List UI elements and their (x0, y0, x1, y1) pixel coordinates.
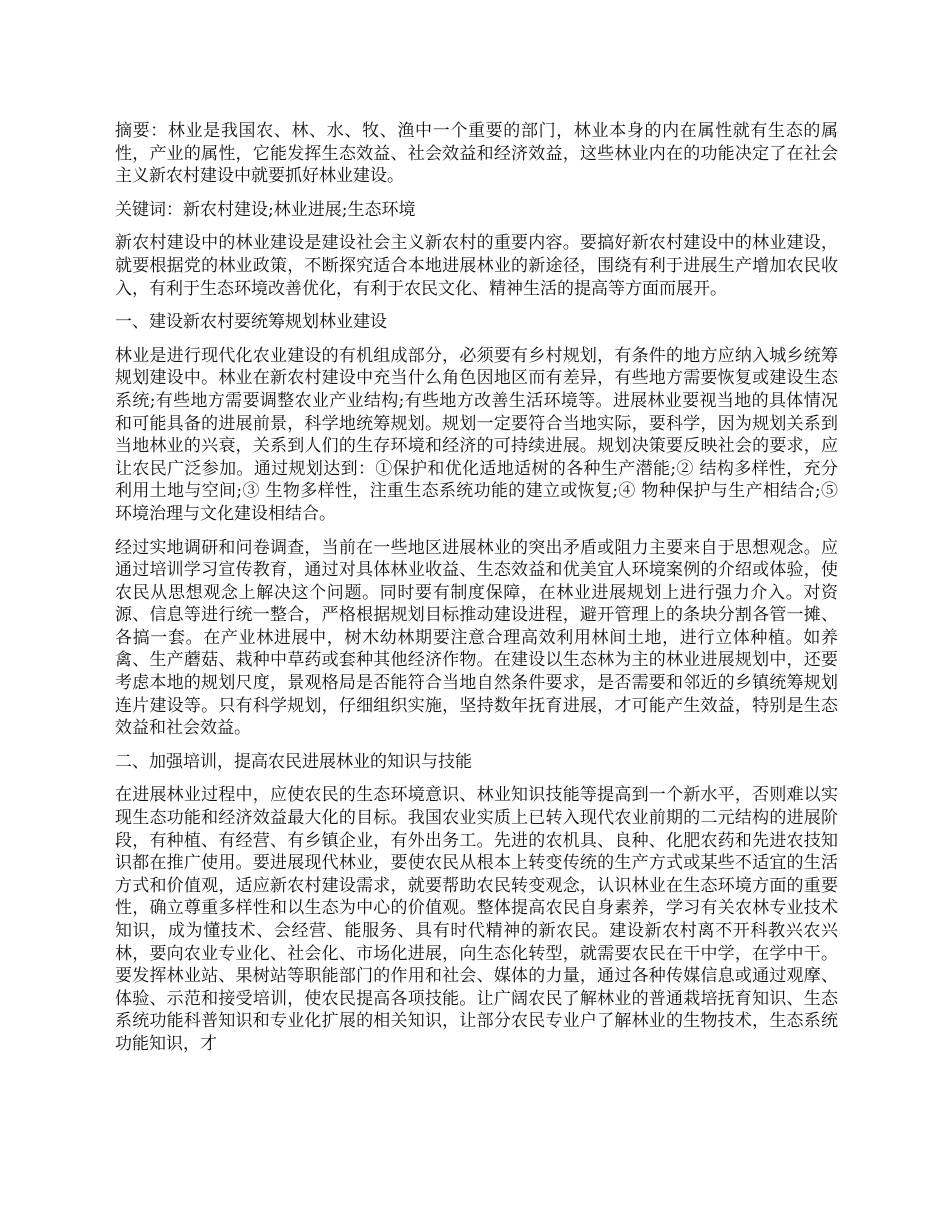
abstract-paragraph: 摘要：林业是我国农、林、水、牧、渔中一个重要的部门，林业本身的内在属性就有生态的属性，产业的属性，它能发挥生态效益、社会效益和经济效益，这些林业内在的功能决定了在社会主义新农村建设中就要抓好林业建设。 (115, 121, 838, 187)
section-2-heading: 二、加强培训，提高农民进展林业的知识与技能 (115, 751, 472, 772)
section-1-paragraph-2: 经过实地调研和问卷调查，当前在一些地区进展林业的突出矛盾或阻力主要来自于思想观念。应通过培训学习宣传教育，通过对具体林业收益、生态效益和优美宜人环境案例的介绍或体验，使农民从思想观念上解决这个问题。同时要有制度保障，在林业进展规划上进行强力介入。对资源、信息等进行统一整合，严格根据规划目标推动建设进程，避开管理上的条块分割各管一摊、各搞一套。在产业林进展中，树木幼林期要注意合理高效利用林间土地，进行立体种植。如养禽、生产蘑菇、栽种中草药或套种其他经济作物。在建设以生态林为主的林业进展规划中，还要考虑本地的规划尺度，景观格局是否能符合当地自然条件要求，是否需要和邻近的乡镇统筹规划连片建设等。只有科学规划，仔细组织实施，坚持数年抚育进展，才可能产生效益，特别是生态效益和社会效益。 (115, 537, 838, 739)
section-1-paragraph-1: 林业是进行现代化农业建设的有机组成部分，必须要有乡村规划，有条件的地方应纳入城乡统筹规划建设中。林业在新农村建设中充当什么角色因地区而有差异，有些地方需要恢复或建设生态系统;有些地方需要调整农业产业结构;有些地方改善生活环境等。进展林业要视当地的具体情况和可能具备的进展前景，科学地统筹规划。规划一定要符合当地实际，要科学，因为规划关系到当地林业的兴衰，关系到人们的生存环境和经济的可持续进展。规划决策要反映社会的要求，应让农民广泛参加。通过规划达到：①保护和优化适地适树的各种生产潜能;② 结构多样性，充分利用土地与空间;③ 生物多样性，注重生态系统功能的建立或恢复;④ 物种保护与生产相结合;⑤ 环境治理与文化建设相结合。 (115, 345, 838, 524)
section-2-paragraph-1: 在进展林业过程中，应使农民的生态环境意识、林业知识技能等提高到一个新水平，否则难以实现生态功能和经济效益最大化的目标。我国农业实质上已转入现代农业前期的二元结构的进展阶段，有种植、有经营、有乡镇企业，有外出务工。先进的农机具、良种、化肥农药和先进农技知识都在推广使用。要进展现代林业，要使农民从根本上转变传统的生产方式或某些不适宜的生活方式和价值观，适应新农村建设需求，就要帮助农民转变观念，认识林业在生态环境方面的重要性，确立尊重多样性和以生态为中心的价值观。整体提高农民自身素养，学习有关农林专业技术知识，成为懂技术、会经营、能服务、具有时代精神的新农民。建设新农村离不开科教兴农兴林，要向农业专业化、社会化、市场化进展，向生态化转型，就需要农民在干中学，在学中干。要发挥林业站、果树站等职能部门的作用和社会、媒体的力量，通过各种传媒信息或通过观摩、体验、示范和接受培训，使农民提高各项技能。让广阔农民了解林业的普通栽培抚育知识、生态系统功能科普知识和专业化扩展的相关知识，让部分农民专业户了解林业的生物技术，生态系统功能知识，才 (115, 785, 838, 1054)
section-1-heading: 一、建设新农村要统筹规划林业建设 (115, 312, 387, 333)
intro-paragraph: 新农村建设中的林业建设是建设社会主义新农村的重要内容。要搞好新农村建设中的林业建设，就要根据党的林业政策，不断探究适合本地进展林业的新途径，围绕有利于进展生产增加农民收入，有利于生态环境改善优化，有利于农民文化、精神生活的提高等方面而展开。 (115, 233, 838, 299)
keywords-paragraph: 关键词：新农村建设;林业进展;生态环境 (115, 199, 416, 220)
document-page (115, 120, 838, 1067)
